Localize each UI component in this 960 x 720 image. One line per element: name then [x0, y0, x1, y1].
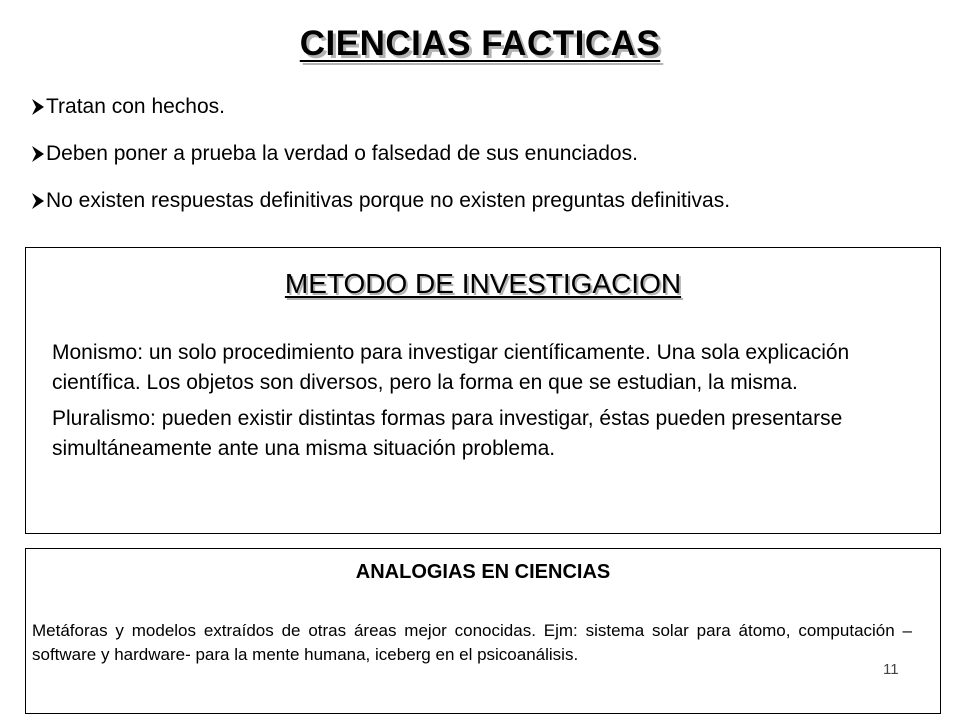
analogias-box	[25, 548, 941, 714]
bullet-item	[30, 139, 950, 169]
bullet-text: Tratan con hechos.	[46, 95, 225, 118]
arrow-bullet-icon	[30, 143, 46, 165]
monismo-paragraph: Monismo: un solo procedimiento para investigar científicamente. Una sola explicación científica. Los objetos son diversos, pero la forma en que se estudian, la misma.	[52, 341, 850, 394]
analogias-title: ANALOGIAS EN CIENCIAS	[355, 561, 611, 583]
pluralismo-paragraph: Pluralismo: pueden existir distintas formas para investigar, éstas pueden presentarse simultáneamente ante una misma situación problema.	[52, 407, 843, 460]
bullet-text: Deben poner a prueba la verdad o falsedad de sus enunciados.	[46, 142, 638, 165]
page-number: 11	[883, 661, 899, 678]
metodo-box	[25, 247, 941, 534]
arrow-bullet-icon	[30, 190, 46, 212]
bullet-item	[30, 92, 950, 122]
metodo-body	[52, 338, 932, 470]
analogias-text: Metáforas y modelos extraídos de otras áreas mejor conocidas. Ejm: sistema solar para átomo, computación –software y hardware- para la mente humana, iceberg en el psicoanálisis.	[32, 621, 912, 664]
bullet-text: No existen respuestas definitivas porque no existen preguntas definitivas.	[46, 189, 731, 212]
arrow-bullet-icon	[30, 96, 46, 118]
metodo-title: METODO DE INVESTIGACION	[284, 268, 682, 299]
bullet-item	[30, 186, 950, 216]
bullet-list	[30, 92, 950, 216]
slide-title: CIENCIAS FACTICAS	[299, 24, 661, 63]
